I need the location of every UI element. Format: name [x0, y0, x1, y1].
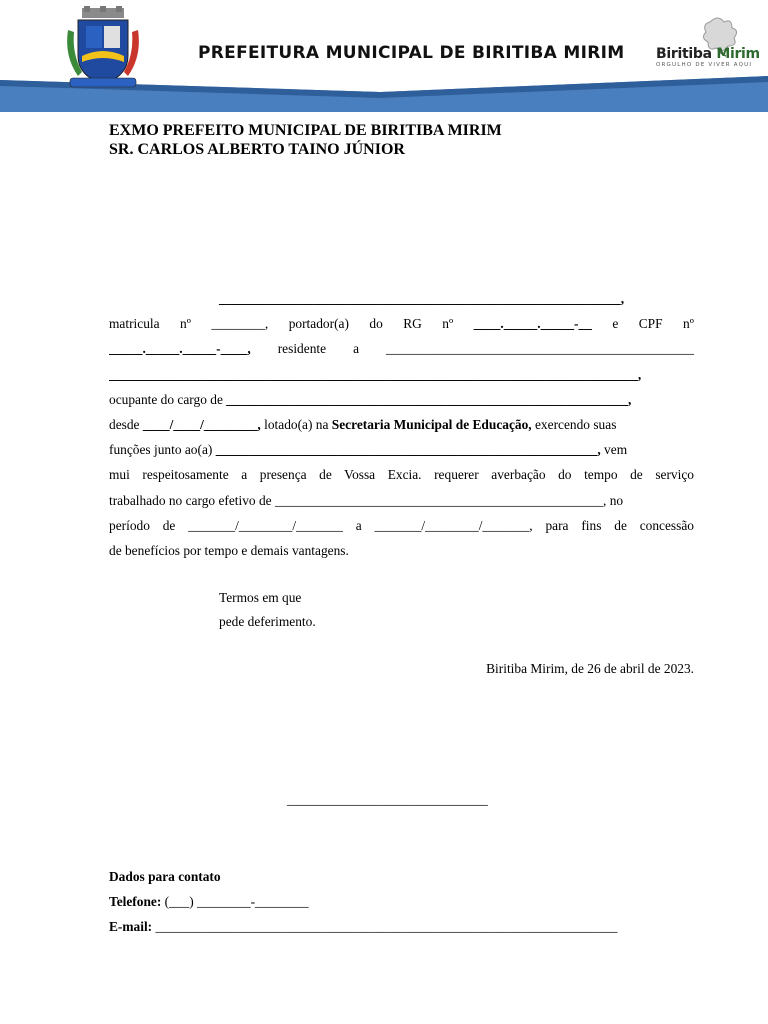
- contact-title-text: Dados para contato: [109, 869, 221, 884]
- word: nº: [683, 316, 694, 332]
- body-line-request: mui respeitosamente a presença de Vossa Excia. requerer averbação do tempo de serviço: [109, 467, 694, 483]
- body-line-period: período de _______/________/_______ a _______/________/_______, para fins de concessão: [109, 517, 694, 533]
- body-line-effective-position: [109, 488, 694, 513]
- cpf-number-field[interactable]: _____._____._____-____,: [109, 341, 251, 357]
- word: matricula: [109, 316, 160, 332]
- contact-title: [109, 864, 617, 889]
- logo-word-b: Mirim: [716, 46, 760, 62]
- position-field[interactable]: ____________________________________________________________,: [226, 391, 632, 407]
- name-field[interactable]: [109, 286, 694, 311]
- address-blank[interactable]: _______________________________________________________________________________,: [109, 366, 642, 382]
- effective-position-label: trabalhado no cargo efetivo de: [109, 492, 275, 508]
- phone-row: [109, 889, 617, 914]
- addressee-block: [109, 121, 502, 159]
- municipal-crest-icon: [64, 6, 142, 92]
- addressee-line-2: SR. CARLOS ALBERTO TAINO JÚNIOR: [109, 141, 405, 158]
- word: residente: [277, 341, 327, 357]
- word: RG: [403, 316, 422, 332]
- body-line-benefits: de benefícios por tempo e demais vantagens.: [109, 542, 349, 558]
- request-body: [109, 286, 694, 563]
- closing-line-1: Termos em que: [219, 590, 302, 605]
- rg-number-field[interactable]: ____._____._____-__: [473, 316, 592, 332]
- phone-field[interactable]: (___) ________-________: [161, 894, 309, 909]
- word: e: [612, 316, 619, 332]
- body-line-registration: [109, 311, 694, 336]
- effective-position-field[interactable]: _________________________________________________,: [274, 492, 607, 508]
- word: a: [353, 341, 360, 357]
- email-label: E-mail:: [109, 919, 153, 934]
- registration-number-field[interactable]: ________,: [211, 316, 269, 332]
- address-continuation-field[interactable]: [109, 362, 694, 387]
- page-header: [0, 0, 768, 115]
- email-field[interactable]: _____________________________________________________________________: [152, 919, 618, 934]
- address-field[interactable]: ______________________________________________: [386, 341, 694, 357]
- logo-tagline: ORGULHO DE VIVER AQUI: [656, 62, 753, 68]
- word: vem: [600, 442, 628, 458]
- body-line-position: [109, 387, 694, 412]
- word: portador(a): [288, 316, 349, 332]
- phone-label: Telefone:: [109, 894, 162, 909]
- body-line-since: [109, 412, 694, 437]
- functions-field[interactable]: _________________________________________________________,: [215, 442, 601, 458]
- name-blank[interactable]: ____________________________________________________________,: [219, 291, 625, 306]
- email-row: [109, 914, 617, 939]
- word: nº: [180, 316, 191, 332]
- contact-block: [109, 864, 617, 939]
- since-label: desde: [109, 416, 143, 432]
- word: nº: [442, 316, 454, 332]
- header-title: PREFEITURA MUNICIPAL DE BIRITIBA MIRIM: [198, 43, 625, 63]
- exercising-label: exercendo suas: [531, 416, 617, 432]
- body-line-functions: [109, 437, 694, 462]
- since-date-field[interactable]: ____/____/________,: [142, 416, 261, 432]
- position-label: ocupante do cargo de: [109, 391, 227, 407]
- closing-block: [219, 586, 316, 634]
- date-line: Biritiba Mirim, de 26 de abril de 2023.: [486, 661, 694, 676]
- body-line-cpf: [109, 336, 694, 361]
- functions-label: funções junto ao(a): [109, 442, 216, 458]
- word: CPF: [638, 316, 663, 332]
- addressee-line-1: EXMO PREFEITO MUNICIPAL DE BIRITIBA MIRIM: [109, 122, 502, 139]
- word: do: [369, 316, 383, 332]
- word: no: [606, 492, 624, 508]
- logo-word-a: Biritiba: [656, 46, 712, 62]
- allocated-label: lotado(a) na: [260, 416, 332, 432]
- department-name: Secretaria Municipal de Educação,: [331, 416, 532, 432]
- signature-field[interactable]: ______________________________: [287, 792, 488, 807]
- logo-wordmark: [656, 46, 760, 62]
- closing-line-2: pede deferimento.: [219, 614, 316, 629]
